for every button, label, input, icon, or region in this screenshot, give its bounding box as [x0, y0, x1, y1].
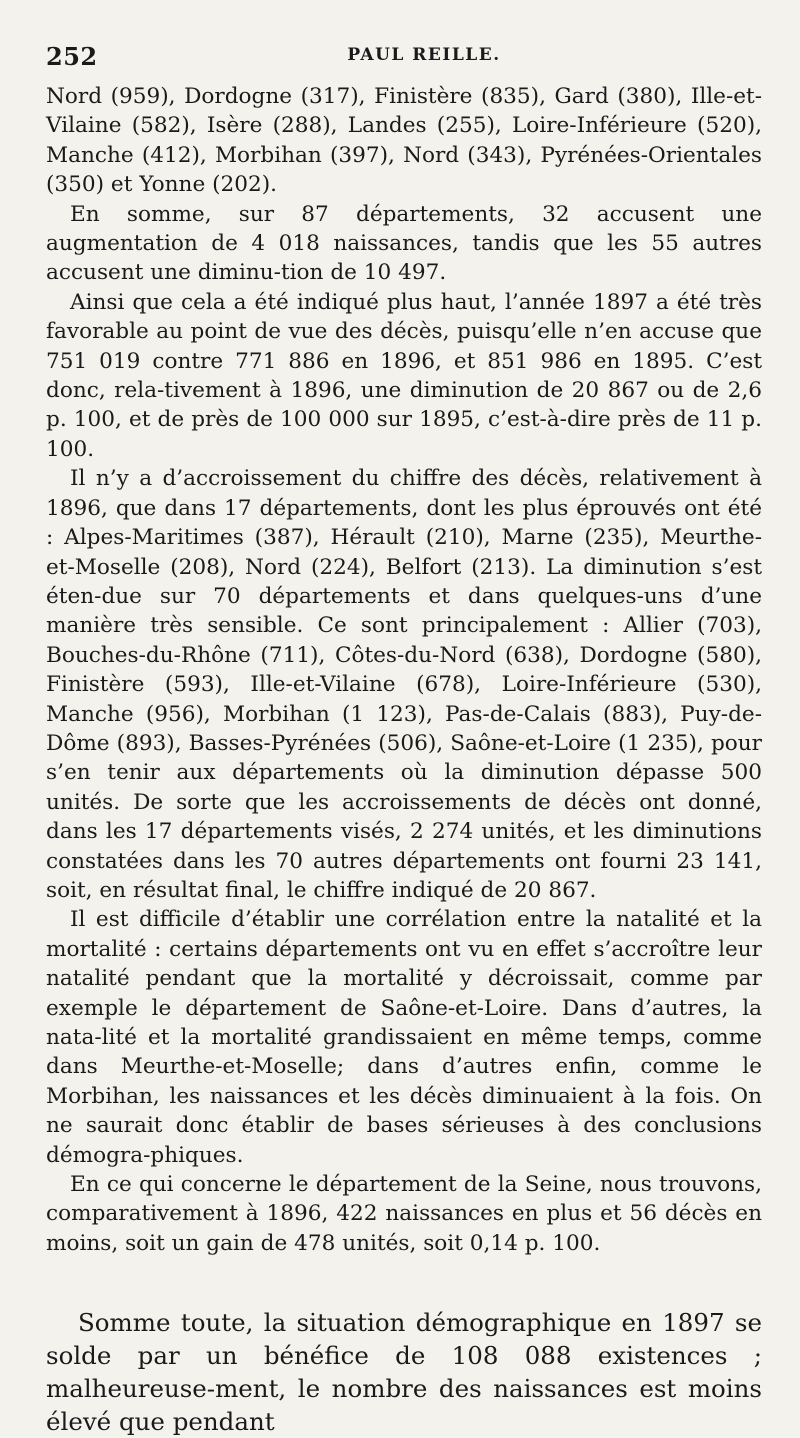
- paragraph-summary: En somme, sur 87 départements, 32 accusent une augmentation de 4 018 naissances, tandis que les 55 autres accusent une diminu-tion de 10 497.: [46, 201, 762, 286]
- paragraph-continued: Nord (959), Dordogne (317), Finistère (835), Gard (380), Ille-et-Vilaine (582), Isère (288), Landes (255), Loire-Inférieure (520), Manche (412), Morbihan (397), Nord (343), Pyrénées-Orientales (350) et Yonne (202).: [46, 84, 762, 198]
- section-gap: [46, 1258, 762, 1306]
- body-text: [46, 82, 762, 1258]
- paragraph-deaths: Ainsi que cela a été indiqué plus haut, l’année 1897 a été très favorable au point de vue des décès, puisqu’elle n’en accuse que 751 019 contre 771 886 en 1896, et 851 986 en 1895. C’est donc, rela-tivement à 1896, une diminution de 20 867 ou de 2,6 p. 100, et de près de 100 000 sur 1895, c’est-à-dire près de 11 p. 100.: [46, 289, 762, 462]
- running-head: PAUL REILLE.: [347, 45, 501, 65]
- page-number: 252: [46, 42, 98, 71]
- paragraph-departments: Il n’y a d’accroissement du chiffre des décès, relativement à 1896, que dans 17 départements, dont les plus éprouvés ont été : Alpes-Maritimes (387), Hérault (210), Marne (235), Meurthe-et-Moselle (208), Nord (224), Belfort (213). La diminution s’est éten-due sur 70 départements et dans quelques-uns d’une manière très sensible. Ce sont principalement : Allier (703), Bouches-du-Rhône (711), Côtes-du-Nord (638), Dordogne (580), Finistère (593), Ille-et-Vilaine (678), Loire-Inférieure (530), Manche (956), Morbihan (1 123), Pas-de-Calais (883), Puy-de-Dôme (893), Basses-Pyrénées (506), Saône-et-Loire (1 235), pour s’en tenir aux départements où la diminution dépasse 500 unités. De sorte que les accroissements de décès ont donné, dans les 17 départements visés, 2 274 unités, et les diminutions constatées dans les 70 autres départements ont fourni 23 141, soit, en résultat final, le chiffre indiqué de 20 867.: [46, 466, 762, 903]
- conclusion-section: [46, 1306, 762, 1438]
- paragraph-conclusion: Somme toute, la situation démographique en 1897 se solde par un bénéfice de 108 088 existences ; malheureuse-ment, le nombre des naissances est moins élevé que pendant: [46, 1308, 762, 1437]
- page-header: [46, 38, 762, 82]
- paragraph-correlation: Il est difficile d’établir une corrélation entre la natalité et la mortalité : certains départements ont vu en effet s’accroître leur natalité pendant que la mortalité y décroissait, comme par exemple le département de Saône-et-Loire. Dans d’autres, la nata-lité et la mortalité grandissaient en même temps, comme dans Meurthe-et-Moselle; dans d’autres enfin, comme le Morbihan, les naissances et les décès diminuaient à la fois. On ne saurait donc établir de bases sérieuses à des conclusions démogra-phiques.: [46, 907, 762, 1168]
- paragraph-seine: En ce qui concerne le département de la Seine, nous trouvons, comparativement à 1896, 422 naissances en plus et 56 décès en moins, soit un gain de 478 unités, soit 0,14 p. 100.: [46, 1172, 762, 1256]
